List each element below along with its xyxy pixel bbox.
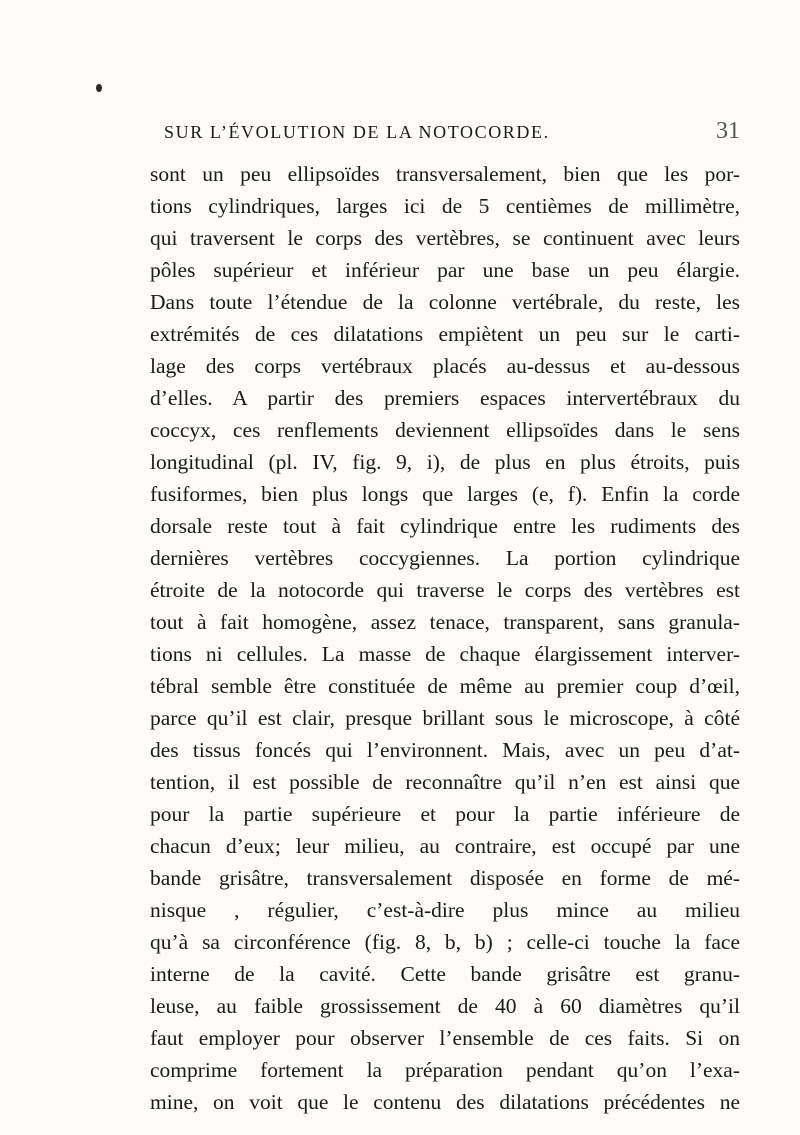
text-line: Dans toute l’étendue de la colonne vertébrale, du reste, les [150,290,740,314]
text-line: tout à fait homogène, assez tenace, transparent, sans granula- [150,610,740,634]
text-line: bande grisâtre, transversalement disposée en forme de mé- [150,866,740,890]
text-line: qui traversent le corps des vertèbres, se continuent avec leurs [150,226,740,250]
text-line: nisque , régulier, c’est-à-dire plus mince au milieu [150,898,740,922]
body-paragraph [150,158,740,1118]
text-line: longitudinal (pl. IV, fig. 9, i), de plus en plus étroits, puis [150,450,740,474]
text-line: extrémités de ces dilatations empiètent un peu sur le carti- [150,322,740,346]
text-line: tention, il est possible de reconnaître qu’il n’en est ainsi que [150,770,740,794]
ink-speck [96,84,102,92]
text-line: pour la partie supérieure et pour la partie inférieure de [150,802,740,826]
text-line: chacun d’eux; leur milieu, au contraire, est occupé par une [150,834,740,858]
text-line: des tissus foncés qui l’environnent. Mais, avec un peu d’at- [150,738,740,762]
text-line: d’elles. A partir des premiers espaces intervertébraux du [150,386,740,410]
text-line: pôles supérieur et inférieur par une base un peu élargie. [150,258,740,282]
text-line: parce qu’il est clair, presque brillant sous le microscope, à côté [150,706,740,730]
text-line: fusiformes, bien plus longs que larges (e, f). Enfin la corde [150,482,740,506]
text-line: qu’à sa circonférence (fig. 8, b, b) ; celle-ci touche la face [150,930,740,954]
text-line: mine, on voit que le contenu des dilatations précédentes ne [150,1090,740,1114]
text-line: tions ni cellules. La masse de chaque élargissement interver- [150,642,740,666]
text-line: dernières vertèbres coccygiennes. La portion cylindrique [150,546,740,570]
text-line: tébral semble être constituée de même au premier coup d’œil, [150,674,740,698]
text-line: tions cylindriques, larges ici de 5 centièmes de millimètre, [150,194,740,218]
text-line: dorsale reste tout à fait cylindrique entre les rudiments des [150,514,740,538]
text-line: interne de la cavité. Cette bande grisâtre est granu- [150,962,740,986]
text-line: faut employer pour observer l’ensemble de ces faits. Si on [150,1026,740,1050]
running-title: SUR L’ÉVOLUTION DE LA NOTOCORDE. [164,122,550,142]
page-number: 31 [716,118,740,144]
text-line: coccyx, ces renflements deviennent ellipsoïdes dans le sens [150,418,740,442]
text-line: sont un peu ellipsoïdes transversalement, bien que les por- [150,162,740,186]
text-line: lage des corps vertébraux placés au-dessus et au-dessous [150,354,740,378]
text-line: leuse, au faible grossissement de 40 à 60 diamètres qu’il [150,994,740,1018]
running-header [150,118,740,148]
text-line: étroite de la notocorde qui traverse le corps des vertèbres est [150,578,740,602]
text-line: comprime fortement la préparation pendant qu’on l’exa- [150,1058,740,1082]
